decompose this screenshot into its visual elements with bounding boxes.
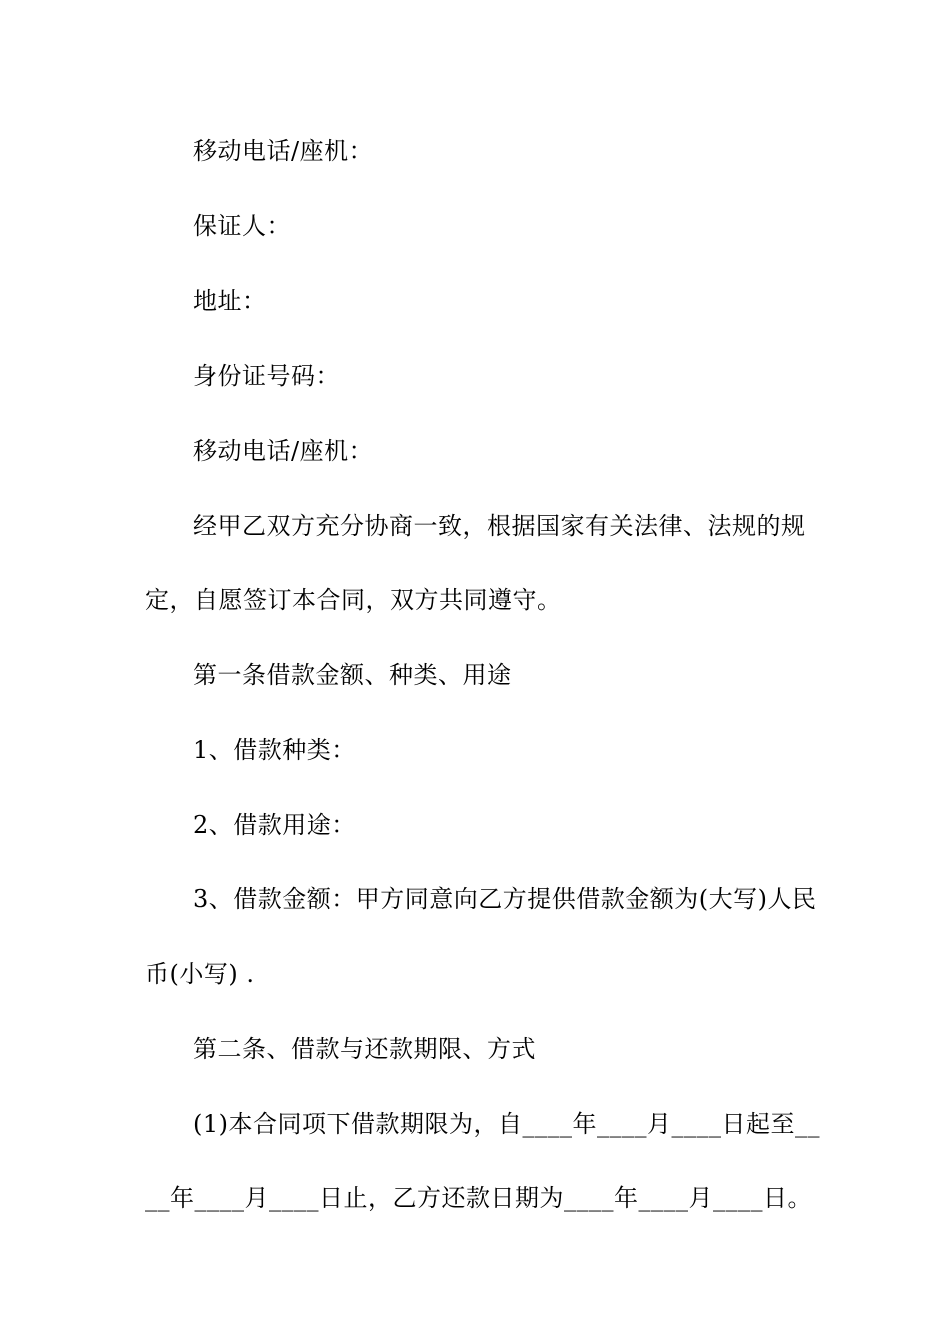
- loan-amount-item-line-1: 3、借款金额：甲方同意向乙方提供借款金额为(大写)人民: [193, 885, 817, 913]
- article-one-heading: 第一条借款金额、种类、用途: [193, 661, 512, 689]
- address-label: 地址：: [193, 287, 267, 315]
- agreement-paragraph-line-1: 经甲乙双方充分协商一致，根据国家有关法律、法规的规: [193, 512, 806, 540]
- loan-type-item: 1、借款种类：: [193, 736, 356, 764]
- contact-phone-label: 移动电话/座机：: [193, 137, 374, 165]
- loan-amount-item-line-2: 币(小写) .: [145, 960, 255, 988]
- id-number-label: 身份证号码：: [193, 362, 340, 390]
- loan-term-paragraph-line-1: (1)本合同项下借款期限为，自____年____月____日起至__: [193, 1110, 820, 1138]
- loan-term-paragraph-line-2: __年____月____日止，乙方还款日期为____年____月____日。: [145, 1184, 812, 1212]
- article-two-heading: 第二条、借款与还款期限、方式: [193, 1035, 536, 1063]
- agreement-paragraph-line-2: 定，自愿签订本合同，双方共同遵守。: [145, 586, 562, 614]
- guarantor-phone-label: 移动电话/座机：: [193, 437, 374, 465]
- guarantor-label: 保证人：: [193, 212, 291, 240]
- loan-purpose-item: 2、借款用途：: [193, 811, 356, 839]
